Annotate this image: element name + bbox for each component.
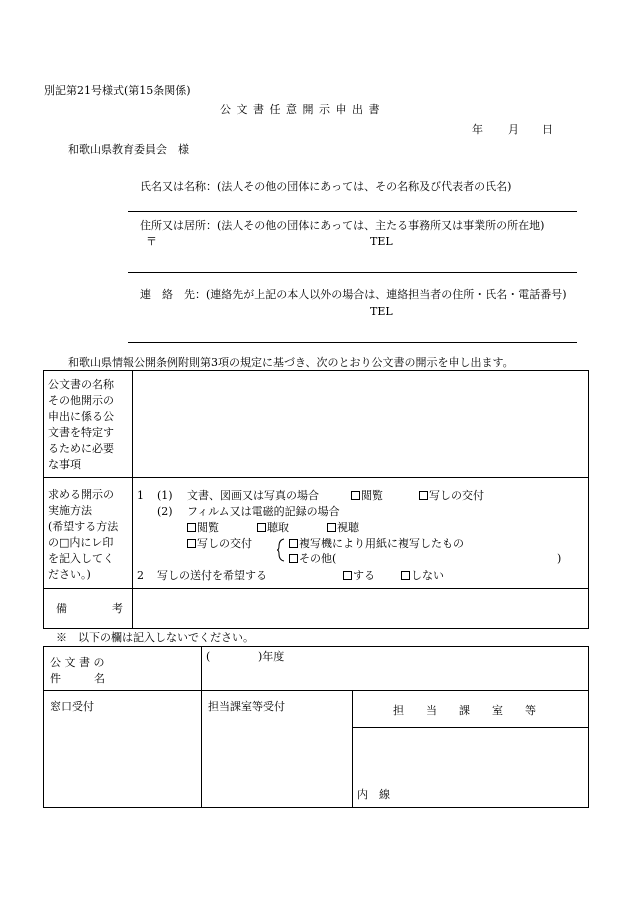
checkbox-no[interactable] [401,571,410,580]
intro-text: 和歌山県情報公開条例附則第3項の規定に基づき、次のとおり公文書の開示を申し出ます。 [68,356,514,369]
target-doc-label-line: 文書を特定す [48,426,114,439]
subject-value-cell[interactable] [202,647,589,691]
target-doc-label-cell [44,371,133,478]
target-doc-label-line: その他開示の [48,394,114,407]
sub1-text: 文書、図画又は写真の場合 [187,489,319,502]
dept-reception-label: 担当課室等受付 [208,700,285,713]
item1-number: 1 [137,489,144,502]
option-other[interactable] [289,553,336,564]
brace-icon [277,538,285,562]
name-label: 氏名又は名称：(法人その他の団体にあっては、その名称及び代表者の氏名) [140,180,512,193]
dept-header: 担 当 課 室 等 [393,704,536,717]
checkbox-listen[interactable] [257,523,266,532]
dept-divider [353,727,588,728]
subject-label-a: 公 文 書 の [50,656,105,669]
checkbox-copy-delivery[interactable] [419,491,428,500]
tel-label-2: TEL [370,305,393,318]
checkbox-paper-copy[interactable] [289,539,298,548]
option-copy-delivery-label: 写しの交付 [429,489,484,502]
office-use-note: ※ 以下の欄は記入しないでください。 [56,631,254,644]
option-watch-label: 視聴 [337,521,359,534]
method-label-line: 求める開示の [48,488,114,501]
option-view-label: 閲覧 [361,489,383,502]
fiscal-year-open: ( [206,650,211,663]
sub2-number: (2) [157,505,173,518]
option-other-label: その他( [299,552,337,565]
checkbox-watch[interactable] [327,523,336,532]
extension-label: 内 線 [357,788,390,801]
form-title: 公 文 書 任 意 開 示 申 出 書 [220,103,381,116]
address-line [128,272,577,273]
option-yes[interactable] [343,570,375,581]
checkbox-other[interactable] [289,554,298,563]
option-copy-delivery[interactable] [419,490,484,501]
target-doc-label-line: るために必要 [48,442,114,455]
remarks-label-a: 備 [56,602,67,615]
method-label-line: を記入してく [48,552,114,565]
target-doc-input[interactable] [133,371,589,478]
target-doc-label-line: 公文書の名称 [48,378,114,391]
method-label-cell [44,478,133,589]
option-view2-label: 閲覧 [197,521,219,534]
option-yes-label: する [353,569,375,582]
option-view[interactable] [351,490,383,501]
window-reception-cell [44,691,202,808]
checkbox-view2[interactable] [187,523,196,532]
option-listen[interactable] [257,522,289,533]
dept-reception-cell [202,691,353,808]
target-doc-label-line: な事項 [48,458,81,471]
remarks-label-b: 考 [112,602,123,615]
remarks-input[interactable] [133,589,589,629]
name-line [128,211,577,212]
sub2-text: フィルム又は電磁的記録の場合 [187,505,340,518]
window-reception-label: 窓口受付 [50,700,94,713]
method-label-line: 実施方法 [48,504,92,517]
option-watch[interactable] [327,522,359,533]
dept-cell [353,691,589,808]
contact-label: 連 絡 先：(連絡先が上記の本人以外の場合は、連絡担当者の住所・氏名・電話番号) [140,288,567,301]
option-other-close: ) [557,552,562,565]
item2-text: 写しの送付を希望する [157,569,267,582]
application-table [43,370,589,629]
checkbox-yes[interactable] [343,571,352,580]
option-paper-copy-label: 複写機により用紙に複写したもの [299,537,464,550]
address-label: 住所又は居所：(法人その他の団体にあっては、主たる事務所又は事業所の所在地) [140,219,545,232]
option-no-label: しない [411,569,444,582]
target-doc-label-line: 申出に係る公 [48,410,114,423]
method-label-line: (希望する方法 [48,520,119,533]
form-number: 別記第21号様式(第15条関係) [44,84,191,97]
date-month-label: 月 [508,123,519,136]
remarks-label-cell [44,589,133,629]
contact-line [128,342,577,343]
method-label-line: ださい。) [48,568,91,581]
office-use-table [43,646,589,808]
option-copy-delivery2-label: 写しの交付 [197,537,252,550]
date-day-label: 日 [542,123,553,136]
option-paper-copy[interactable] [289,538,464,549]
option-no[interactable] [401,570,444,581]
date-year-label: 年 [472,123,483,136]
method-label-line: の□内にレ印 [48,536,114,549]
fiscal-year-label: )年度 [258,650,285,663]
addressee: 和歌山県教育委員会 様 [68,143,189,156]
option-copy-delivery2[interactable] [187,538,252,549]
subject-label-b: 件 名 [50,672,105,685]
postal-mark: 〒 [146,235,157,248]
subject-label-cell [44,647,202,691]
method-options-cell [133,478,589,589]
item2-number: 2 [137,569,144,582]
checkbox-copy-delivery2[interactable] [187,539,196,548]
sub1-number: (1) [157,489,173,502]
option-view2[interactable] [187,522,219,533]
tel-label-1: TEL [370,235,393,248]
checkbox-view[interactable] [351,491,360,500]
option-listen-label: 聴取 [267,521,289,534]
